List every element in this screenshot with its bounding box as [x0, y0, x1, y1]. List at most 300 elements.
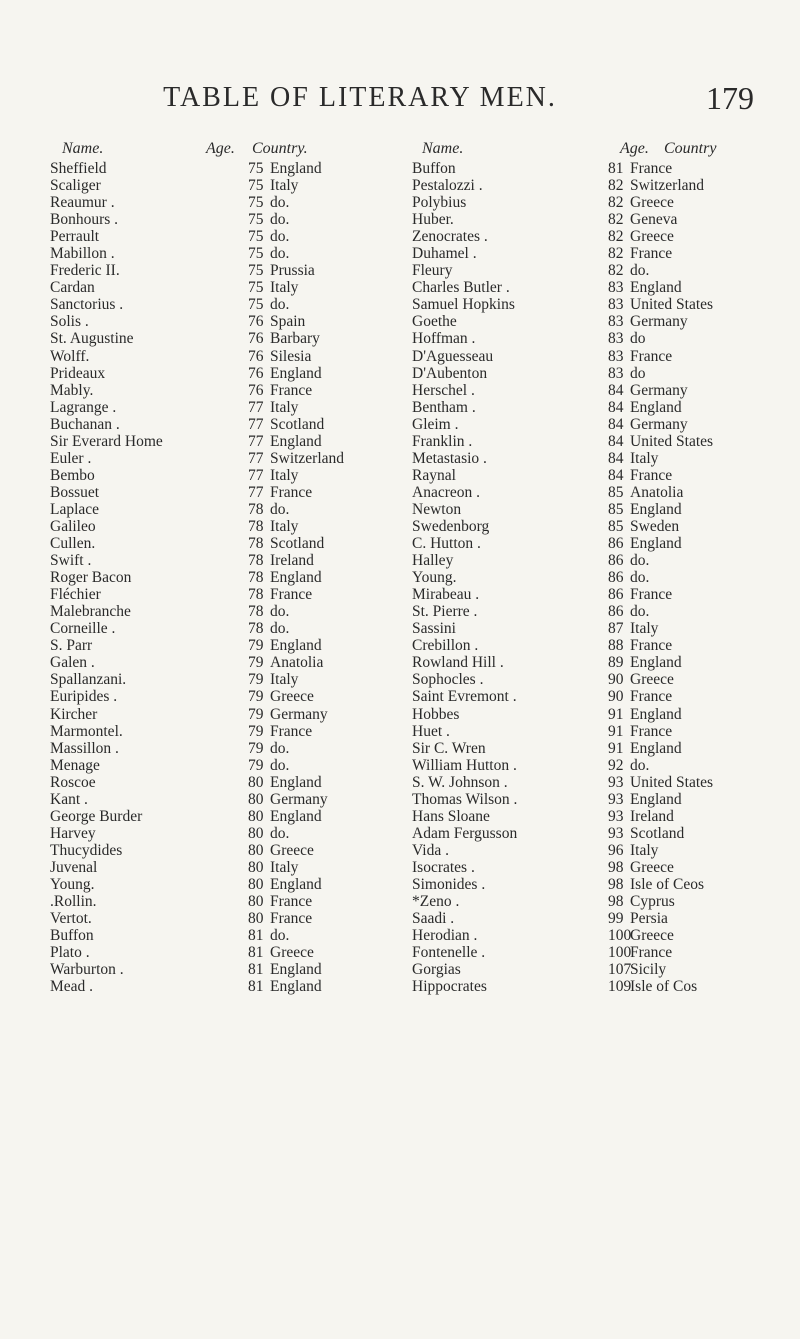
author-name: Scaliger — [50, 177, 101, 195]
table-row — [50, 808, 400, 825]
author-name: Cardan — [50, 279, 95, 297]
table-row — [412, 416, 792, 433]
table-row — [412, 501, 792, 518]
author-name: Harvey — [50, 824, 96, 842]
table-row — [412, 978, 792, 995]
country-value: England — [630, 535, 682, 553]
author-name: Goethe — [412, 313, 457, 331]
table-row — [412, 518, 792, 535]
age-value: 75 — [248, 279, 264, 297]
author-name: Fléchier — [50, 586, 101, 604]
age-value: 75 — [248, 194, 264, 212]
age-value: 98 — [608, 893, 624, 911]
header-age: Age. — [206, 140, 235, 157]
country-value: England — [270, 569, 322, 587]
author-name: Sanctorius . — [50, 296, 124, 314]
country-value: United States — [630, 296, 714, 314]
author-name: Hoffman . — [412, 330, 476, 348]
age-value: 83 — [608, 296, 624, 314]
age-value: 83 — [608, 347, 624, 365]
age-value: 93 — [608, 773, 624, 791]
author-name: Raynal — [412, 466, 456, 484]
author-name: Young. — [412, 569, 457, 587]
author-name: Crebillon . — [412, 637, 479, 655]
age-value: 82 — [608, 245, 624, 263]
author-name: Vida . — [412, 841, 449, 859]
country-value: Persia — [630, 910, 668, 928]
country-value: England — [630, 705, 682, 723]
age-value: 86 — [608, 569, 624, 587]
table-row — [412, 910, 792, 927]
header-country: Country — [664, 140, 717, 157]
table-row — [412, 211, 792, 228]
author-name: Warburton . — [50, 961, 124, 979]
table-row — [50, 740, 400, 757]
table-row — [50, 313, 400, 330]
age-value: 79 — [248, 688, 264, 706]
age-value: 83 — [608, 313, 624, 331]
country-value: Barbary — [270, 330, 320, 348]
table-row — [50, 671, 400, 688]
country-value: Cyprus — [630, 893, 675, 911]
header-age: Age. — [620, 140, 649, 157]
country-value: do. — [630, 262, 650, 280]
country-value: Greece — [630, 671, 674, 689]
table-row — [412, 671, 792, 688]
table-row — [50, 262, 400, 279]
table-row — [412, 825, 792, 842]
author-name: Lagrange . — [50, 398, 117, 416]
page-title: TABLE OF LITERARY MEN. — [163, 82, 557, 113]
table-row — [412, 706, 792, 723]
author-name: Roscoe — [50, 773, 96, 791]
author-name: Buffon — [50, 927, 94, 945]
age-value: 99 — [608, 910, 624, 928]
author-name: D'Aguesseau — [412, 347, 494, 365]
age-value: 78 — [248, 500, 264, 518]
country-value: do. — [630, 552, 650, 570]
country-value: Scotland — [630, 824, 685, 842]
age-value: 82 — [608, 211, 624, 229]
country-value: England — [270, 637, 322, 655]
table-row — [50, 978, 400, 995]
age-value: 77 — [248, 398, 264, 416]
country-value: Italy — [270, 398, 299, 416]
author-name: Bonhours . — [50, 211, 119, 229]
country-value: France — [630, 347, 673, 365]
author-name: Buffon — [412, 160, 456, 177]
country-value: Italy — [630, 841, 659, 859]
age-value: 76 — [248, 364, 264, 382]
age-value: 91 — [608, 705, 624, 723]
author-name: Young. — [50, 875, 95, 893]
age-value: 79 — [248, 654, 264, 672]
country-value: England — [270, 978, 322, 996]
country-value: United States — [630, 773, 714, 791]
country-value: France — [630, 637, 673, 655]
table-row — [412, 262, 792, 279]
table-row — [50, 416, 400, 433]
table-row — [50, 245, 400, 262]
country-value: France — [630, 688, 673, 706]
table-row — [50, 552, 400, 569]
age-value: 76 — [248, 313, 264, 331]
author-name: Huet . — [412, 722, 450, 740]
table-row — [412, 160, 792, 177]
author-name: Laplace — [50, 500, 100, 518]
author-name: Cullen. — [50, 535, 96, 553]
table-row — [412, 296, 792, 313]
table-row — [412, 484, 792, 501]
country-value: do. — [630, 603, 650, 621]
country-value: Scotland — [270, 415, 325, 433]
age-value: 75 — [248, 160, 264, 177]
header-country: Country. — [252, 140, 308, 157]
age-value: 77 — [248, 415, 264, 433]
country-value: Scotland — [270, 535, 325, 553]
country-value: do. — [270, 603, 290, 621]
country-value: England — [270, 807, 322, 825]
age-value: 81 — [248, 961, 264, 979]
author-name: Herschel . — [412, 381, 475, 399]
country-value: France — [630, 586, 673, 604]
country-value: Italy — [630, 449, 659, 467]
age-value: 79 — [248, 739, 264, 757]
author-name: S. Parr — [50, 637, 93, 655]
country-value: England — [270, 160, 322, 177]
table-row — [50, 348, 400, 365]
country-value: do. — [270, 228, 290, 246]
age-value: 98 — [608, 858, 624, 876]
table-row — [50, 365, 400, 382]
age-value: 109 — [608, 978, 632, 996]
country-value: do. — [270, 296, 290, 314]
age-value: 81 — [248, 978, 264, 996]
age-value: 76 — [248, 347, 264, 365]
table-row — [412, 382, 792, 399]
country-value: France — [630, 944, 673, 962]
author-name: Spallanzani. — [50, 671, 127, 689]
country-value: Greece — [270, 944, 314, 962]
age-value: 79 — [248, 671, 264, 689]
table-row — [50, 194, 400, 211]
right-column-table — [412, 140, 792, 995]
page-number: 179 — [706, 80, 754, 116]
table-row — [412, 808, 792, 825]
age-value: 79 — [248, 705, 264, 723]
author-name: Hobbes — [412, 705, 460, 723]
table-row — [50, 484, 400, 501]
age-value: 77 — [248, 466, 264, 484]
table-row — [412, 791, 792, 808]
age-value: 80 — [248, 807, 264, 825]
age-value: 85 — [608, 500, 624, 518]
table-row — [50, 586, 400, 603]
age-value: 78 — [248, 552, 264, 570]
table-row — [412, 927, 792, 944]
author-name: Roger Bacon — [50, 569, 132, 587]
author-name: Mably. — [50, 381, 94, 399]
table-row — [412, 944, 792, 961]
author-name: Bembo — [50, 466, 95, 484]
age-value: 78 — [248, 620, 264, 638]
table-row — [50, 382, 400, 399]
country-value: France — [270, 586, 313, 604]
author-name: Polybius — [412, 194, 467, 212]
age-value: 80 — [248, 858, 264, 876]
table-row — [50, 433, 400, 450]
country-value: Greece — [270, 841, 314, 859]
author-name: Pestalozzi . — [412, 177, 483, 195]
age-value: 78 — [248, 586, 264, 604]
table-row — [50, 603, 400, 620]
age-value: 81 — [608, 160, 624, 177]
author-name: Euler . — [50, 449, 92, 467]
author-name: Metastasio . — [412, 449, 487, 467]
column-headers-right — [412, 140, 792, 160]
table-row — [412, 620, 792, 637]
country-value: Geneva — [630, 211, 678, 229]
author-name: Adam Fergusson — [412, 824, 518, 842]
table-row — [412, 399, 792, 416]
country-value: England — [630, 790, 682, 808]
table-row — [50, 450, 400, 467]
country-value: Sweden — [630, 517, 680, 535]
age-value: 77 — [248, 449, 264, 467]
table-row — [50, 842, 400, 859]
age-value: 83 — [608, 279, 624, 297]
country-value: do — [630, 364, 646, 382]
table-row — [412, 876, 792, 893]
country-value: Isle of Cos — [630, 978, 698, 996]
country-value: do. — [270, 245, 290, 263]
table-row — [412, 688, 792, 705]
author-name: *Zeno . — [412, 893, 460, 911]
country-value: France — [270, 910, 313, 928]
table-row — [50, 501, 400, 518]
table-row — [412, 893, 792, 910]
age-value: 82 — [608, 194, 624, 212]
table-row — [50, 757, 400, 774]
country-value: Germany — [630, 313, 688, 331]
age-value: 82 — [608, 228, 624, 246]
header-name: Name. — [422, 140, 464, 157]
author-name: Juvenal — [50, 858, 98, 876]
country-value: Greece — [270, 688, 314, 706]
age-value: 100 — [608, 927, 632, 945]
country-value: England — [270, 773, 322, 791]
table-row — [50, 910, 400, 927]
table-row — [412, 467, 792, 484]
age-value: 100 — [608, 944, 632, 962]
country-value: Italy — [270, 517, 299, 535]
country-value: France — [270, 381, 313, 399]
author-name: Duhamel . — [412, 245, 477, 263]
table-row — [50, 279, 400, 296]
table-row — [412, 842, 792, 859]
author-name: Hans Sloane — [412, 807, 490, 825]
country-value: Italy — [630, 620, 659, 638]
table-row — [50, 944, 400, 961]
author-name: Charles Butler . — [412, 279, 510, 297]
country-value: do. — [270, 927, 290, 945]
country-value: France — [630, 466, 673, 484]
author-name: Rowland Hill . — [412, 654, 504, 672]
age-value: 80 — [248, 773, 264, 791]
table-row — [50, 791, 400, 808]
country-value: Sicily — [630, 961, 667, 979]
author-name: S. W. Johnson . — [412, 773, 508, 791]
header-name: Name. — [62, 140, 104, 157]
author-name: Bossuet — [50, 483, 100, 501]
author-name: Massillon . — [50, 739, 119, 757]
column-headers-left — [50, 140, 400, 160]
age-value: 80 — [248, 875, 264, 893]
table-row — [412, 961, 792, 978]
author-name: Franklin . — [412, 432, 473, 450]
age-value: 84 — [608, 381, 624, 399]
age-value: 98 — [608, 875, 624, 893]
country-value: Germany — [630, 415, 688, 433]
country-value: Germany — [270, 705, 328, 723]
author-name: Malebranche — [50, 603, 131, 621]
country-value: do. — [270, 824, 290, 842]
author-name: Sassini — [412, 620, 456, 638]
author-name: Sir C. Wren — [412, 739, 486, 757]
country-value: do. — [270, 211, 290, 229]
author-name: Gleim . — [412, 415, 459, 433]
table-row — [50, 620, 400, 637]
author-name: Mirabeau . — [412, 586, 480, 604]
country-value: Italy — [270, 177, 299, 195]
table-row — [412, 757, 792, 774]
author-name: Saint Evremont . — [412, 688, 517, 706]
country-value: Spain — [270, 313, 306, 331]
country-value: England — [630, 739, 682, 757]
table-row — [50, 399, 400, 416]
author-name: Solis . — [50, 313, 89, 331]
author-name: Isocrates . — [412, 858, 475, 876]
country-value: Anatolia — [630, 483, 684, 501]
country-value: Ireland — [630, 807, 674, 825]
author-name: Kant . — [50, 790, 88, 808]
author-name: Corneille . — [50, 620, 116, 638]
age-value: 84 — [608, 415, 624, 433]
author-name: Kircher — [50, 705, 98, 723]
age-value: 88 — [608, 637, 624, 655]
author-name: Euripides . — [50, 688, 118, 706]
author-name: Sir Everard Home — [50, 432, 163, 450]
author-name: Prideaux — [50, 364, 106, 382]
country-value: England — [630, 279, 682, 297]
age-value: 89 — [608, 654, 624, 672]
table-row — [50, 825, 400, 842]
table-row — [50, 467, 400, 484]
country-value: England — [270, 875, 322, 893]
age-value: 75 — [248, 262, 264, 280]
age-value: 76 — [248, 381, 264, 399]
age-value: 90 — [608, 671, 624, 689]
table-row — [50, 569, 400, 586]
country-value: do. — [270, 500, 290, 518]
age-value: 92 — [608, 756, 624, 774]
country-value: Silesia — [270, 347, 312, 365]
country-value: Germany — [270, 790, 328, 808]
age-value: 82 — [608, 177, 624, 195]
age-value: 78 — [248, 535, 264, 553]
table-row — [50, 859, 400, 876]
age-value: 79 — [248, 637, 264, 655]
author-name: Herodian . — [412, 927, 478, 945]
table-row — [50, 927, 400, 944]
author-name: Halley — [412, 552, 454, 570]
author-name: Reaumur . — [50, 194, 115, 212]
country-value: Italy — [270, 671, 299, 689]
table-row — [412, 654, 792, 671]
author-name: Newton — [412, 500, 462, 518]
age-value: 107 — [608, 961, 632, 979]
author-name: Menage — [50, 756, 100, 774]
table-row — [50, 688, 400, 705]
age-value: 82 — [608, 262, 624, 280]
author-name: Galen . — [50, 654, 95, 672]
country-value: England — [630, 500, 682, 518]
author-name: Thucydides — [50, 841, 123, 859]
country-value: Greece — [630, 194, 674, 212]
author-name: Galileo — [50, 517, 96, 535]
country-value: do — [630, 330, 646, 348]
table-row — [412, 603, 792, 620]
age-value: 75 — [248, 296, 264, 314]
author-name: Hippocrates — [412, 978, 487, 996]
age-value: 81 — [248, 927, 264, 945]
author-name: Swedenborg — [412, 517, 490, 535]
table-row — [50, 637, 400, 654]
author-name: Fleury — [412, 262, 453, 280]
table-row — [412, 279, 792, 296]
country-value: Greece — [630, 858, 674, 876]
age-value: 75 — [248, 228, 264, 246]
author-name: Simonides . — [412, 875, 486, 893]
table-row — [412, 450, 792, 467]
table-row — [50, 706, 400, 723]
age-value: 83 — [608, 364, 624, 382]
table-row — [412, 586, 792, 603]
country-value: Switzerland — [630, 177, 705, 195]
age-value: 85 — [608, 483, 624, 501]
table-row — [412, 330, 792, 347]
table-row — [412, 723, 792, 740]
age-value: 78 — [248, 603, 264, 621]
table-row — [412, 177, 792, 194]
age-value: 77 — [248, 432, 264, 450]
table-row — [50, 876, 400, 893]
table-row — [412, 433, 792, 450]
author-name: D'Aubenton — [412, 364, 488, 382]
table-row — [412, 228, 792, 245]
table-row — [50, 228, 400, 245]
age-value: 80 — [248, 824, 264, 842]
country-value: United States — [630, 432, 714, 450]
age-value: 93 — [608, 807, 624, 825]
country-value: Anatolia — [270, 654, 324, 672]
country-value: France — [270, 483, 313, 501]
country-value: France — [270, 893, 313, 911]
author-name: Saadi . — [412, 910, 455, 928]
table-row — [412, 740, 792, 757]
country-value: Prussia — [270, 262, 315, 280]
country-value: France — [270, 722, 313, 740]
